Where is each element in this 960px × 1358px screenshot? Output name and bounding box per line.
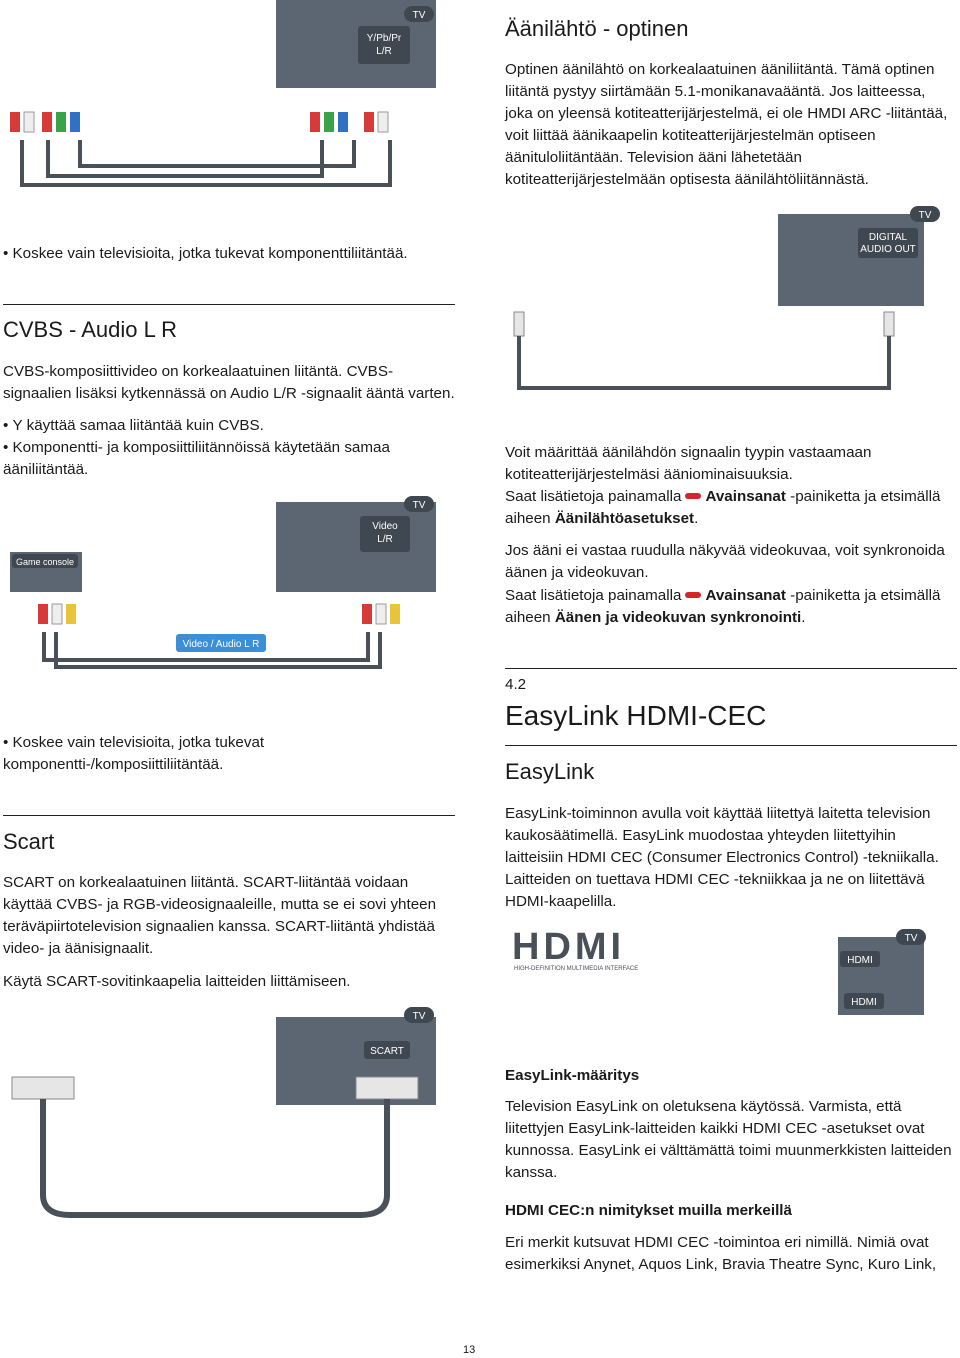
red-key-icon	[685, 493, 701, 499]
hdmi-connection-figure	[500, 925, 960, 1025]
scart-body: SCART on korkealaatuinen liitäntä. SCART-liitäntää voidaan käyttää CVBS- ja RGB-videosignaaleille, mutta se ei sovi yhteen teräväpiirtotelevision signaalien kanssa. SCART-liitäntä yhdistää video- ja äänisignaalit.	[3, 874, 437, 957]
component-note-bullet: • Koskee vain televisioita, jotka tukevat komponenttiliitäntää.	[3, 243, 453, 265]
optical-heading: Äänilähtö - optinen	[505, 16, 689, 41]
cec-names-body: Eri merkit kutsuvat HDMI CEC -toimintoa eri nimillä. Nimiä ovat esimerkiksi Anynet, Aquos Link, Bravia Theatre Sync, Kuro Link,	[505, 1234, 937, 1273]
cec-names-heading: HDMI CEC:n nimitykset muilla merkeillä	[505, 1202, 792, 1219]
optical-plug-right	[884, 312, 894, 336]
optical-connection-figure	[500, 200, 960, 400]
cable-label: Video / Audio L R	[182, 639, 260, 650]
help-middle: -painiketta ja etsimällä aiheen	[505, 587, 941, 626]
lr-port-label: L/R	[377, 534, 393, 545]
cvbs-bullet-shared-audio: • Komponentti- ja komposiittiliitännöissä käytetään samaa ääniliitäntää.	[3, 437, 423, 481]
av-sync-text: Jos ääni ei vastaa ruudulla näkyvää videokuvaa, voit synkronoida äänen ja videokuvan.	[505, 542, 945, 581]
lr-port-label: L/R	[376, 46, 392, 57]
scart-plug-left	[12, 1077, 74, 1099]
divider	[505, 745, 957, 746]
help-middle: -painiketta ja etsimällä aiheen	[505, 488, 941, 527]
rca-plugs-right	[362, 604, 400, 624]
scart-plug-right	[356, 1077, 418, 1099]
cable	[43, 1099, 387, 1215]
scart-connection-figure	[0, 1005, 460, 1265]
cable	[80, 140, 354, 166]
cvbs-heading: CVBS - Audio L R	[3, 317, 178, 342]
optical-plug-left	[514, 312, 524, 336]
scart-heading: Scart	[3, 829, 55, 854]
rca-plugs-right	[310, 112, 388, 132]
easylink-heading: EasyLink HDMI-CEC	[505, 700, 767, 731]
digital-port-label: DIGITAL	[868, 232, 908, 243]
component-connection-figure	[0, 0, 460, 200]
cable	[519, 336, 889, 388]
hdmi-port-label: HDMI	[851, 997, 877, 1008]
divider	[505, 668, 957, 669]
red-key-icon	[685, 592, 701, 598]
cvbs-body: CVBS-komposiittivideo on korkealaatuinen liitäntä. CVBS-signaalien lisäksi kytkennässä on Audio L/R -signaalit ääntä varten.	[3, 363, 455, 402]
tv-back-panel	[276, 502, 436, 592]
easylink-subheading: EasyLink	[505, 759, 595, 784]
tv-back-panel	[778, 214, 924, 306]
divider	[3, 815, 455, 816]
page-number: 13	[463, 1344, 476, 1356]
scart-body-adapter: Käytä SCART-sovitinkaapelia laitteiden liittämiseen.	[3, 973, 351, 990]
port-panel	[358, 26, 410, 64]
cable	[48, 140, 322, 176]
cvbs-connection-figure	[0, 492, 460, 682]
cable	[22, 140, 390, 185]
audio-out-port-label: AUDIO OUT	[860, 244, 916, 255]
ypbpr-port-label: Y/Pb/Pr	[366, 33, 402, 44]
tv-badge-label: TV	[904, 933, 918, 944]
composite-note-bullet: • Koskee vain televisioita, jotka tukevat komponentti-/komposiittiliitäntää.	[3, 732, 303, 776]
game-console-label: Game console	[15, 557, 75, 567]
help-prefix: Saat lisätietoja painamalla	[505, 587, 682, 604]
help-prefix: Saat lisätietoja painamalla	[505, 488, 682, 505]
tv-badge-label: TV	[412, 1011, 426, 1022]
av-sync-help-text: Saat lisätietoja painamalla Avainsanat -painiketta ja etsimällä aiheen Äänen ja videokuvan synkronointi.	[505, 587, 941, 626]
tv-badge-label: TV	[412, 500, 426, 511]
tv-badge-label: TV	[412, 10, 426, 21]
video-port-label: Video	[372, 521, 398, 532]
cvbs-bullet-y: • Y käyttää samaa liitäntää kuin CVBS.	[3, 415, 453, 437]
section-number: 4.2	[505, 676, 527, 693]
keywords-key: Avainsanat	[705, 488, 786, 505]
tv-badge-label: TV	[918, 210, 932, 221]
rca-plugs-left	[10, 112, 80, 132]
help-topic: Äänen ja videokuvan synkronointi	[554, 609, 802, 626]
keywords-key: Avainsanat	[705, 587, 786, 604]
easylink-setup-body: Television EasyLink on oletuksena käytössä. Varmista, että liitettyjen EasyLink-laitteiden kaikki HDMI CEC -asetukset ovat kunnossa. EasyLink ei välttämättä toimi muunmerkkisten laitteiden kanssa.	[505, 1098, 952, 1181]
divider	[3, 304, 455, 305]
hdmi-tagline: HIGH-DEFINITION MULTIMEDIA INTERFACE	[514, 966, 639, 972]
hdmi-logo: HDMI	[512, 926, 626, 968]
help-topic: Äänilähtöasetukset	[554, 510, 695, 527]
audio-out-type-text: Voit määrittää äänilähdön signaalin tyypin vastaamaan kotiteatterijärjestelmäsi ääniominaisuuksia.	[505, 444, 872, 483]
optical-body: Optinen äänilähtö on korkealaatuinen ääniliitäntä. Tämä optinen liitäntä pystyy siirtämään 5.1-monikanavaääntä. Jos laitteessa, joka on yleensä kotiteatterijärjestelmä, ei ole HMDI ARC -liitäntää, voit liittää äänikaapelin kotiteatterijärjestelmän optiseen äänituloliitäntään. Television ääni lähetetään kotiteatterijärjestelmään optisesta äänilähtöliitännästä.	[505, 61, 948, 188]
scart-port-label: SCART	[370, 1046, 404, 1057]
audio-out-help-text: Saat lisätietoja painamalla Avainsanat -painiketta ja etsimällä aiheen Äänilähtöasetukset.	[505, 488, 941, 527]
easylink-setup-heading: EasyLink-määritys	[505, 1067, 640, 1084]
rca-plugs-left	[38, 604, 76, 624]
hdmi-port-label: HDMI	[847, 955, 873, 966]
easylink-body: EasyLink-toiminnon avulla voit käyttää liitettyä laitetta television kaukosäätimellä. EasyLink muodostaa yhteyden liitettyihin laitteisiin HDMI CEC (Consumer Electronics Control) -tekniikalla. Laitteiden on tuettava HDMI CEC -tekniikkaa ja ne on liitettävä HDMI-kaapelilla.	[505, 805, 939, 910]
